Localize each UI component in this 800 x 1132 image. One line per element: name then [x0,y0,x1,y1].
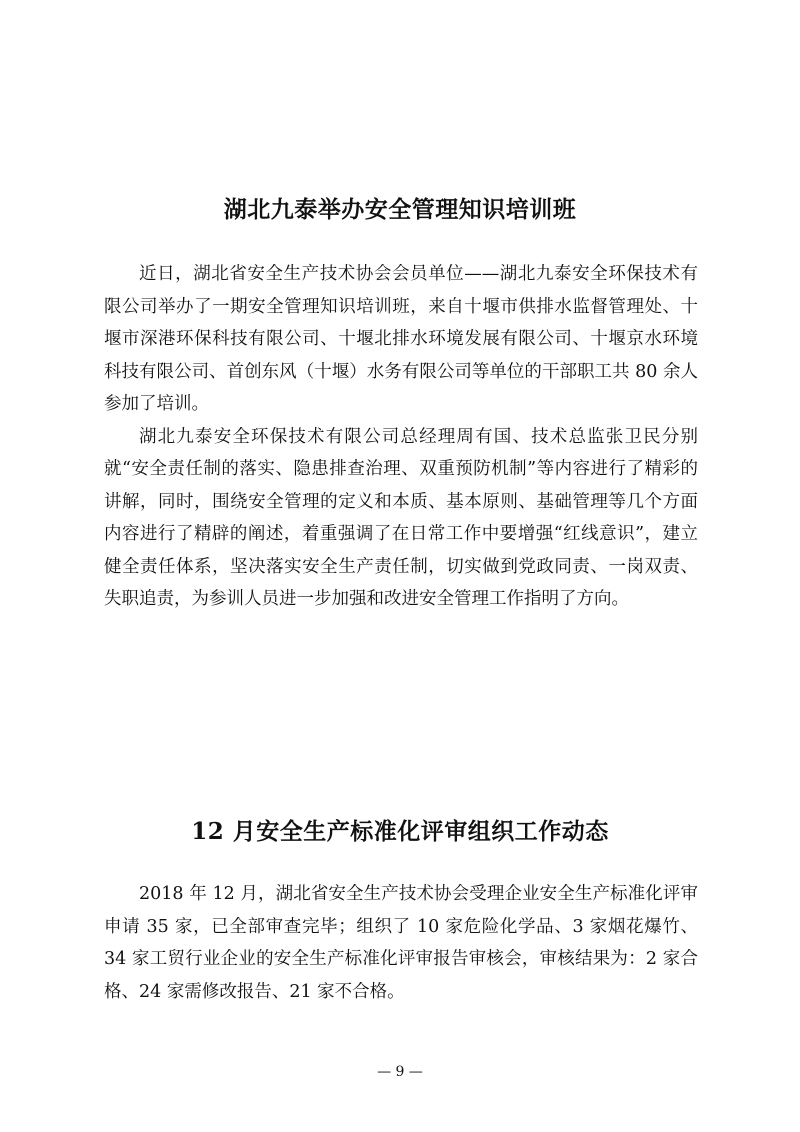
section-title-review-dynamics: 12 月安全生产标准化评审组织工作动态 [191,818,609,846]
paragraph: 2018 年 12 月，湖北省安全生产技术协会受理企业安全生产标准化评审申请 35 家，已全部审查完毕；组织了 10 家危险化学品、3 家烟花爆竹、34 家工贸行业企业的安全生产标准化评审报告审核会，审核结果为：2 家合格、24 家需修改报告、21 家不合格。 [104,884,698,1002]
paragraph: 湖北九泰安全环保技术有限公司总经理周有国、技术总监张卫民分别就“安全责任制的落实、隐患排查治理、双重预防机制”等内容进行了精彩的讲解，同时，围绕安全管理的定义和本质、基本原则、基础管理等几个方面内容进行了精辟的阐述，着重强调了在日常工作中要增强“红线意识”，建立健全责任体系，坚决落实安全生产责任制，切实做到党政同责、一岗双责、失职追责，为参训人员进一步加强和改进安全管理工作指明了方向。 [104,426,698,609]
section-title-training: 湖北九泰举办安全管理知识培训班 [223,196,577,224]
section-body-review-dynamics [104,878,698,1008]
paragraph: 近日，湖北省安全生产技术协会会员单位——湖北九泰安全环保技术有限公司举办了一期安全管理知识培训班，来自十堰市供排水监督管理处、十堰市深港环保科技有限公司、十堰北排水环境发展有限公司、十堰京水环境科技有限公司、首创东风（十堰）水务有限公司等单位的干部职工共 80 余人参加了培训。 [104,264,698,414]
page-number: — 9 — [377,1064,423,1080]
section-body-training [104,258,698,616]
